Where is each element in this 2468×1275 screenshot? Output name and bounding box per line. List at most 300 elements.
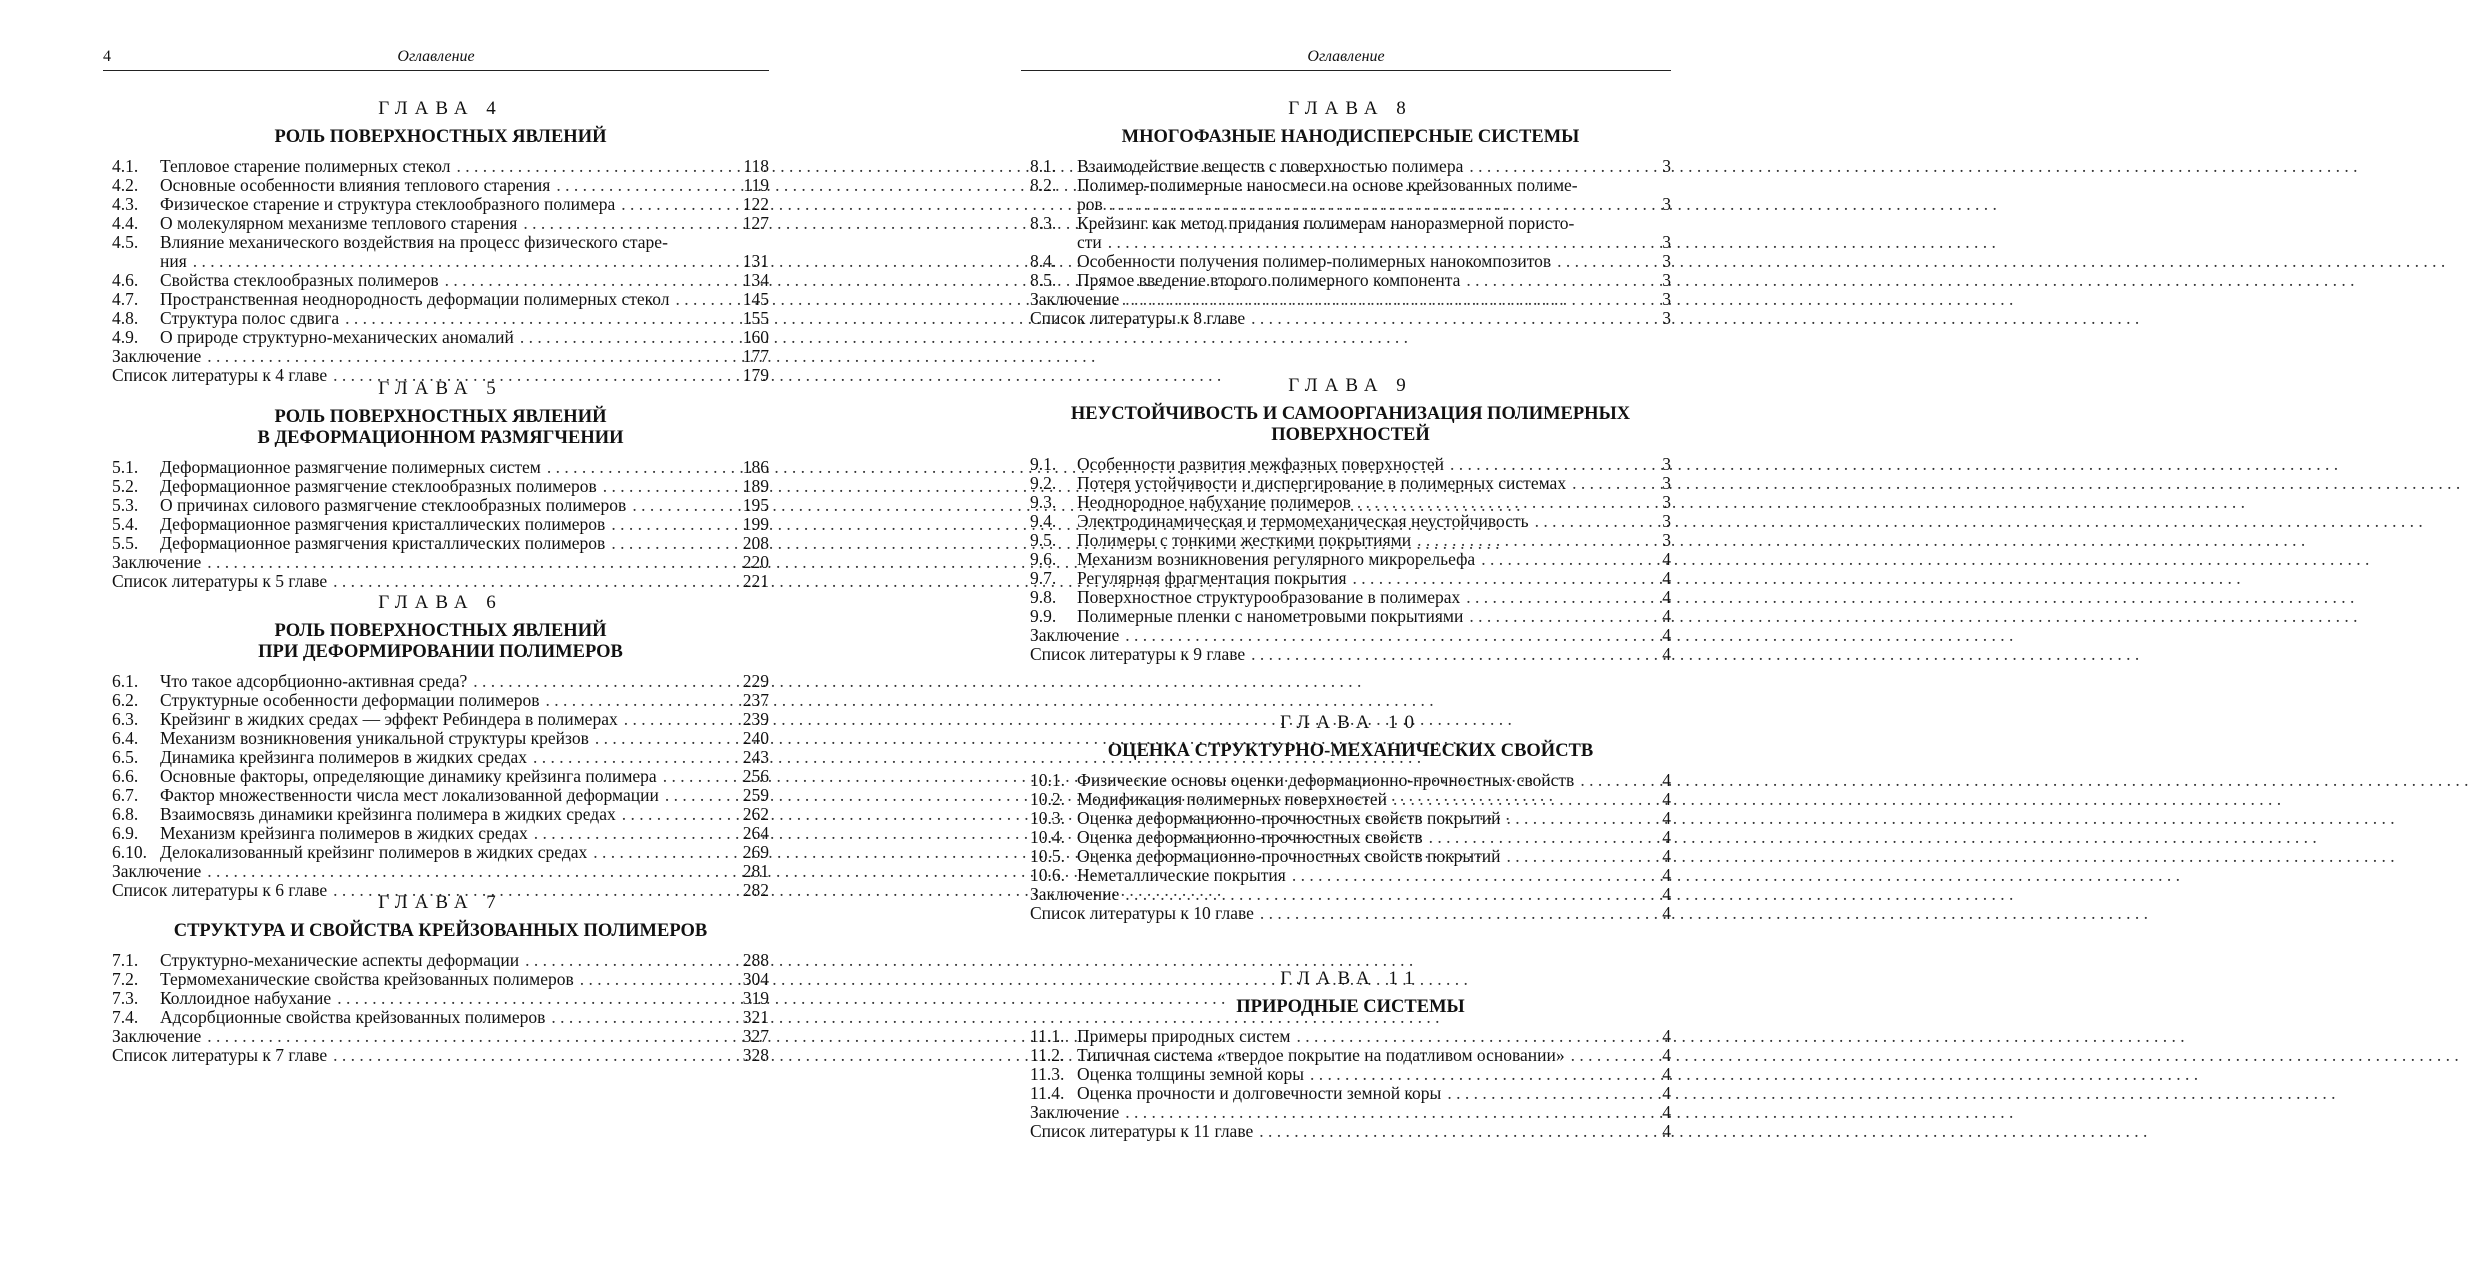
- toc-entry: [112, 824, 769, 843]
- toc-entry: [1030, 1065, 1671, 1084]
- toc-title: Прямое введение второго полимерного компонента: [1077, 270, 1461, 290]
- chapter-8: [1030, 98, 1671, 328]
- toc-leader-dots: [1119, 1103, 1645, 1122]
- toc-leader-dots: [201, 862, 737, 881]
- toc-page-number: 208: [742, 533, 769, 553]
- chapter-label: ГЛАВА 6: [378, 592, 503, 613]
- chapter-title-line: В ДЕФОРМАЦИОННОМ РАЗМЯГЧЕНИИ: [257, 428, 624, 448]
- toc-entry: [112, 970, 769, 989]
- toc-page-number: 4: [1662, 846, 1671, 866]
- toc-title: Термомеханические свойства крейзованных полимеров: [160, 969, 574, 989]
- toc-title: Механизм крейзинга полимеров в жидких средах: [160, 823, 528, 843]
- toc-title: Типичная система «твердое покрытие на податливом основании»: [1077, 1045, 1565, 1065]
- chapter-title: [1030, 404, 1671, 446]
- toc-leader-dots: [587, 843, 736, 862]
- toc-number: 5.5.: [112, 533, 139, 553]
- toc-title: Оценка толщины земной коры: [1077, 1064, 1305, 1084]
- toc-leader-dots: [331, 989, 737, 1008]
- toc-title: Оценка деформационно-прочностных свойств покрытий: [1077, 846, 1501, 866]
- toc-title: Основные факторы, определяющие динамику крейзинга полимера: [160, 766, 657, 786]
- toc-entry: [112, 729, 769, 748]
- chapter-label: ГЛАВА 10: [1279, 712, 1422, 733]
- left-page-header: [103, 48, 769, 71]
- toc-title: Неметаллические покрытия: [1077, 865, 1286, 885]
- toc-page-number: 3: [1662, 492, 1671, 512]
- toc-leader-dots: [626, 496, 736, 515]
- toc-entry: [1030, 309, 1671, 328]
- toc-entry: [1030, 493, 1671, 512]
- toc-number: 8.1.: [1030, 156, 1057, 176]
- toc-title: Список литературы к 11 главе: [1030, 1121, 1254, 1141]
- toc-leader-dots: [1501, 847, 1646, 866]
- toc-number: 11.2.: [1030, 1045, 1065, 1065]
- toc-page-number: 3: [1662, 156, 1671, 176]
- toc-page-number: 282: [742, 880, 769, 900]
- toc-leader-dots: [528, 824, 737, 843]
- toc-page-number: 4: [1662, 606, 1671, 626]
- toc-title: Свойства стеклообразных полимеров: [160, 270, 439, 290]
- toc-number: 11.4.: [1030, 1083, 1065, 1103]
- chapter-title-line: НЕУСТОЙЧИВОСТЬ И САМООРГАНИЗАЦИЯ ПОЛИМЕРНЫХ: [1070, 404, 1631, 424]
- toc-leader-dots: [1103, 195, 1645, 214]
- toc-title: Заключение: [112, 861, 202, 881]
- chapter-title-line: РОЛЬ ПОВЕРХНОСТНЫХ ЯВЛЕНИЙ: [274, 407, 607, 427]
- toc-number: 6.6.: [112, 766, 139, 786]
- toc-entry: [1030, 474, 1671, 493]
- toc-entry: [112, 328, 769, 347]
- toc-leader-dots: [605, 515, 736, 534]
- toc-leader-dots: [327, 572, 737, 591]
- toc-number: 10.2.: [1030, 789, 1065, 809]
- toc-entry: [1030, 588, 1671, 607]
- toc-page-number: 145: [742, 289, 769, 309]
- chapter-title: [112, 127, 769, 148]
- toc-title: Список литературы к 7 главе: [112, 1045, 328, 1065]
- toc-entry: [112, 767, 769, 786]
- toc-leader-dots: [1304, 1065, 1645, 1084]
- toc-title: Физическое старение и структура стеклообразного полимера: [160, 194, 616, 214]
- toc-page-number: 3: [1662, 511, 1671, 531]
- right-page-header: [1021, 48, 1671, 71]
- toc-leader-dots: [1463, 607, 1645, 626]
- toc-number: 7.4.: [112, 1007, 139, 1027]
- toc-page-number: 304: [742, 969, 769, 989]
- toc-leader-dots: [539, 691, 736, 710]
- toc-leader-dots: [589, 729, 737, 748]
- toc-entry: [1030, 904, 1671, 923]
- toc-entry: [112, 805, 769, 824]
- toc-page-number: 3: [1662, 473, 1671, 493]
- toc-entry: [1030, 1027, 1671, 1046]
- toc-leader-dots: [574, 970, 737, 989]
- toc-entry: [112, 534, 769, 553]
- toc-number: 6.4.: [112, 728, 139, 748]
- toc-entry: [1030, 531, 1671, 550]
- toc-title: Список литературы к 8 главе: [1030, 308, 1246, 328]
- toc-number: 4.7.: [112, 289, 139, 309]
- toc-number: 6.10.: [112, 842, 147, 862]
- toc-entry: [1030, 885, 1671, 904]
- toc-page-number: 4: [1662, 587, 1671, 607]
- toc-number: 4.5.: [112, 232, 139, 252]
- toc-number: 5.3.: [112, 495, 139, 515]
- toc-title: Модификация полимерных поверхностей: [1077, 789, 1387, 809]
- toc-title: Коллоидное набухание: [160, 988, 332, 1008]
- toc-title: Делокализованный крейзинг полимеров в жидких средах: [160, 842, 588, 862]
- toc-leader-dots: [545, 1008, 736, 1027]
- toc-title: О молекулярном механизме теплового старения: [160, 213, 518, 233]
- toc-leader-dots: [1574, 771, 1645, 790]
- toc-title: Полимерные пленки с нанометровыми покрытиями: [1077, 606, 1464, 626]
- toc-leader-dots: [1475, 550, 1645, 569]
- toc-number: 9.8.: [1030, 587, 1057, 607]
- chapter-title-line: СТРУКТУРА И СВОЙСТВА КРЕЙЗОВАННЫХ ПОЛИМЕРОВ: [173, 921, 708, 941]
- toc-page-number: 239: [742, 709, 769, 729]
- toc-leader-dots: [616, 805, 737, 824]
- toc-title: Заключение: [1030, 289, 1120, 309]
- toc-leader-dots: [1387, 790, 1645, 809]
- toc-page-number: 321: [742, 1007, 769, 1027]
- toc-entry: [1030, 645, 1671, 664]
- toc-leader-dots: [657, 767, 737, 786]
- toc-leader-dots: [615, 195, 736, 214]
- toc-leader-dots: [1245, 645, 1645, 664]
- toc-page-number: 221: [742, 571, 769, 591]
- toc-title: Заключение: [112, 552, 202, 572]
- toc-page-number: 328: [742, 1045, 769, 1065]
- toc-leader-dots: [541, 458, 737, 477]
- toc-title: Деформационное размягчение стеклообразных полимеров: [160, 476, 597, 496]
- toc-entry: [1030, 771, 1671, 790]
- chapter-title-line: РОЛЬ ПОВЕРХНОСТНЫХ ЯВЛЕНИЙ: [274, 621, 607, 641]
- toc-entry: [112, 691, 769, 710]
- toc-title: Физические основы оценки деформационно-прочностных свойств: [1077, 770, 1575, 790]
- toc-entry: [112, 271, 769, 290]
- toc-title: Адсорбционные свойства крейзованных полимеров: [160, 1007, 546, 1027]
- toc-entry: [112, 748, 769, 767]
- toc-number: 7.2.: [112, 969, 139, 989]
- toc-title: Что такое адсорбционно-активная среда?: [160, 671, 468, 691]
- toc-page-number: 160: [742, 327, 769, 347]
- toc-title: Взаимодействие веществ с поверхностью полимера: [1077, 156, 1464, 176]
- toc-title: Влияние механического воздействия на процесс физического старе-: [160, 232, 668, 252]
- toc-page-number: 259: [742, 785, 769, 805]
- toc-page-number: 319: [742, 988, 769, 1008]
- toc-leader-dots: [1119, 626, 1645, 645]
- toc-title: Неоднородное набухание полимеров: [1077, 492, 1351, 512]
- running-title: Оглавление: [1307, 48, 1385, 65]
- toc-number: 7.3.: [112, 988, 139, 1008]
- toc-number: 9.4.: [1030, 511, 1057, 531]
- toc-leader-dots: [659, 786, 737, 805]
- toc-page-number: 4: [1662, 1121, 1671, 1141]
- toc-number: 4.2.: [112, 175, 139, 195]
- toc-title: Список литературы к 6 главе: [112, 880, 328, 900]
- toc-title: О природе структурно-механических аномалий: [160, 327, 514, 347]
- toc-entry-line: [1030, 176, 1671, 195]
- toc-number: 6.2.: [112, 690, 139, 710]
- toc-number: 4.3.: [112, 194, 139, 214]
- toc-leader-dots: [1119, 885, 1645, 904]
- toc-entry: [112, 710, 769, 729]
- toc-title: Деформационное размягчения кристаллических полимеров: [160, 533, 606, 553]
- toc-entry-line: [1030, 214, 1671, 233]
- toc-title: Особенности получения полимер-полимерных нанокомпозитов: [1077, 251, 1552, 271]
- toc-number: 5.2.: [112, 476, 139, 496]
- toc-leader-dots: [1529, 512, 1645, 531]
- toc-leader-dots: [1351, 493, 1645, 512]
- toc-title-continuation: ров: [1077, 194, 1103, 214]
- toc-entry: [112, 458, 769, 477]
- toc-number: 6.9.: [112, 823, 139, 843]
- toc-number: 6.7.: [112, 785, 139, 805]
- toc-page-number: 4: [1662, 884, 1671, 904]
- toc-leader-dots: [1286, 866, 1645, 885]
- toc-page-number: 4: [1662, 1083, 1671, 1103]
- toc-page-number: 122: [742, 194, 769, 214]
- toc-entry: [1030, 828, 1671, 847]
- toc-entry: [1030, 455, 1671, 474]
- toc-entry: [112, 951, 769, 970]
- toc-page-number: 4: [1662, 770, 1671, 790]
- toc-entry: [1030, 809, 1671, 828]
- toc-number: 5.4.: [112, 514, 139, 534]
- toc-title: Электродинамическая и термомеханическая неустойчивость: [1077, 511, 1529, 531]
- toc-entry: [112, 309, 769, 328]
- toc-number: 9.5.: [1030, 530, 1057, 550]
- toc-page-number: 119: [743, 175, 769, 195]
- chapter-title: [1030, 997, 1671, 1018]
- toc-title: Крейзинг как метод придания полимерам наноразмерной пористо-: [1077, 213, 1575, 233]
- chapter-title-line: ПРИ ДЕФОРМИРОВАНИИ ПОЛИМЕРОВ: [258, 642, 623, 662]
- toc-title: Особенности развития межфазных поверхностей: [1077, 454, 1445, 474]
- toc-title: Заключение: [1030, 884, 1120, 904]
- toc-entry: [112, 553, 769, 572]
- page-number: 4: [103, 48, 111, 65]
- toc-title: Деформационное размягчение полимерных систем: [160, 457, 541, 477]
- toc-page-number: 4: [1662, 1102, 1671, 1122]
- toc-title: Список литературы к 4 главе: [112, 365, 328, 385]
- toc-leader-dots: [201, 553, 737, 572]
- toc-page-number: 134: [742, 270, 769, 290]
- toc-leader-dots: [201, 347, 737, 366]
- toc-page-number: 4: [1662, 865, 1671, 885]
- toc-page-number: 4: [1662, 827, 1671, 847]
- toc-entry: [1030, 271, 1671, 290]
- toc-entry: [1030, 233, 1671, 252]
- chapter-label: ГЛАВА 8: [1288, 98, 1413, 119]
- toc-page-number: 281: [742, 861, 769, 881]
- toc-title: Заключение: [1030, 1102, 1120, 1122]
- toc-page-number: 189: [742, 476, 769, 496]
- toc-page-number: 4: [1662, 789, 1671, 809]
- toc-number: 8.3.: [1030, 213, 1057, 233]
- toc-entry: [1030, 195, 1671, 214]
- toc-title: Список литературы к 5 главе: [112, 571, 328, 591]
- toc-entry: [112, 290, 769, 309]
- toc-number: 4.9.: [112, 327, 139, 347]
- toc-page-number: 177: [742, 346, 769, 366]
- chapter-title-line: ОЦЕНКА СТРУКТУРНО-МЕХАНИЧЕСКИХ СВОЙСТВ: [1107, 741, 1594, 761]
- toc-leader-dots: [597, 477, 737, 496]
- toc-entry: [1030, 1103, 1671, 1122]
- toc-entry: [1030, 569, 1671, 588]
- toc-entry: [112, 252, 769, 271]
- chapter-label: ГЛАВА 9: [1288, 375, 1413, 396]
- toc-leader-dots: [201, 1027, 737, 1046]
- toc-title: Структурные особенности деформации полимеров: [160, 690, 540, 710]
- toc-leader-dots: [1566, 474, 1645, 493]
- toc-number: 8.5.: [1030, 270, 1057, 290]
- running-title: Оглавление: [397, 48, 475, 65]
- toc-page-number: 127: [742, 213, 769, 233]
- toc-title: Пространственная неоднородность деформации полимерных стекол: [160, 289, 670, 309]
- chapter-6: [112, 592, 769, 900]
- toc-title: Регулярная фрагментация покрытия: [1077, 568, 1347, 588]
- toc-title: Заключение: [112, 346, 202, 366]
- toc-page-number: 179: [742, 365, 769, 385]
- toc-title: Динамика крейзинга полимеров в жидких средах: [160, 747, 528, 767]
- toc-leader-dots: [517, 214, 736, 233]
- toc-entry: [112, 1008, 769, 1027]
- toc-number: 9.9.: [1030, 606, 1057, 626]
- toc-entry: [1030, 866, 1671, 885]
- toc-page-number: 4: [1662, 808, 1671, 828]
- toc-leader-dots: [1463, 157, 1645, 176]
- toc-entry: [112, 195, 769, 214]
- toc-number: 10.3.: [1030, 808, 1065, 828]
- toc-entry: [112, 496, 769, 515]
- chapter-title: [112, 621, 769, 663]
- toc-title: Полимеры с тонкими жесткими покрытиями: [1077, 530, 1412, 550]
- toc-entry: [1030, 252, 1671, 271]
- toc-page-number: 195: [742, 495, 769, 515]
- toc-leader-dots: [1119, 290, 1645, 309]
- toc-leader-dots: [1460, 588, 1645, 607]
- toc-entry: [1030, 1122, 1671, 1141]
- toc-number: 7.1.: [112, 950, 139, 970]
- chapter-title: [1030, 741, 1671, 762]
- toc-leader-dots: [1551, 252, 1645, 271]
- toc-page-number: 3: [1662, 454, 1671, 474]
- toc-page-number: 243: [742, 747, 769, 767]
- toc-leader-dots: [550, 176, 737, 195]
- toc-title: Взаимосвязь динамики крейзинга полимера в жидких средах: [160, 804, 616, 824]
- toc-entry: [1030, 157, 1671, 176]
- toc-number: 6.1.: [112, 671, 139, 691]
- toc-title: Заключение: [112, 1026, 202, 1046]
- toc-title: Потеря устойчивости и диспергирование в полимерных системах: [1077, 473, 1567, 493]
- toc-page-number: 3: [1662, 308, 1671, 328]
- toc-entry: [1030, 607, 1671, 626]
- chapter-11: [1030, 968, 1671, 1141]
- chapter-10: [1030, 712, 1671, 923]
- toc-title-continuation: сти: [1077, 232, 1102, 252]
- toc-page-number: 155: [742, 308, 769, 328]
- toc-entry: [1030, 550, 1671, 569]
- toc-leader-dots: [1253, 1122, 1645, 1141]
- chapter-label: ГЛАВА 7: [378, 892, 503, 913]
- toc-entry: [112, 347, 769, 366]
- toc-title: Структурно-механические аспекты деформации: [160, 950, 520, 970]
- toc-number: 10.5.: [1030, 846, 1065, 866]
- toc-entry: [112, 843, 769, 862]
- toc-entry: [112, 176, 769, 195]
- toc-page-number: 269: [742, 842, 769, 862]
- toc-entry: [1030, 790, 1671, 809]
- chapter-title: [1030, 127, 1671, 148]
- toc-entry: [1030, 1046, 1671, 1065]
- toc-entry: [112, 515, 769, 534]
- toc-entry: [112, 214, 769, 233]
- toc-title: Деформационное размягчения кристаллических полимеров: [160, 514, 606, 534]
- toc-title: Примеры природных систем: [1077, 1026, 1291, 1046]
- toc-entry: [112, 572, 769, 591]
- toc-title: Механизм возникновения уникальной структуры крейзов: [160, 728, 589, 748]
- toc-number: 4.8.: [112, 308, 139, 328]
- toc-number: 11.3.: [1030, 1064, 1065, 1084]
- toc-leader-dots: [527, 748, 737, 767]
- toc-page-number: 264: [742, 823, 769, 843]
- toc-leader-dots: [1441, 1084, 1645, 1103]
- toc-page-number: 131: [742, 251, 769, 271]
- chapter-4: [112, 98, 769, 385]
- toc-leader-dots: [1102, 233, 1645, 252]
- chapter-title-line: МНОГОФАЗНЫЕ НАНОДИСПЕРСНЫЕ СИСТЕМЫ: [1121, 127, 1580, 147]
- toc-page-number: 3: [1662, 289, 1671, 309]
- toc-number: 5.1.: [112, 457, 139, 477]
- toc-number: 6.3.: [112, 709, 139, 729]
- toc-entry: [1030, 847, 1671, 866]
- chapter-title-line: РОЛЬ ПОВЕРХНОСТНЫХ ЯВЛЕНИЙ: [274, 127, 607, 147]
- toc-title: Тепловое старение полимерных стекол: [160, 156, 451, 176]
- toc-page-number: 186: [742, 457, 769, 477]
- toc-title: Фактор множественности числа мест локализованной деформации: [160, 785, 659, 805]
- toc-number: 9.1.: [1030, 454, 1057, 474]
- toc-number: 6.8.: [112, 804, 139, 824]
- toc-title: Заключение: [1030, 625, 1120, 645]
- toc-page-number: 3: [1662, 270, 1671, 290]
- toc-leader-dots: [618, 710, 737, 729]
- toc-page-number: 229: [742, 671, 769, 691]
- toc-number: 10.6.: [1030, 865, 1065, 885]
- chapter-9: [1030, 375, 1671, 664]
- chapter-title-line: ПРИРОДНЫЕ СИСТЕМЫ: [1236, 997, 1465, 1017]
- toc-title: Крейзинг в жидких средах — эффект Ребиндера в полимерах: [160, 709, 618, 729]
- toc-entry: [112, 477, 769, 496]
- toc-leader-dots: [1501, 809, 1646, 828]
- toc-leader-dots: [187, 252, 737, 271]
- toc-page-number: 4: [1662, 1045, 1671, 1065]
- chapter-title: [112, 407, 769, 449]
- toc-page-number: 240: [742, 728, 769, 748]
- toc-number: 11.1.: [1030, 1026, 1065, 1046]
- toc-leader-dots: [1245, 309, 1645, 328]
- toc-page-number: 118: [743, 156, 769, 176]
- toc-number: 8.4.: [1030, 251, 1057, 271]
- toc-leader-dots: [670, 290, 737, 309]
- toc-page-number: 4: [1662, 568, 1671, 588]
- chapter-label: ГЛАВА 5: [378, 378, 503, 399]
- toc-leader-dots: [467, 672, 736, 691]
- toc-title: Оценка деформационно-прочностных свойств: [1077, 827, 1423, 847]
- chapter-title: [112, 921, 769, 942]
- toc-page-number: 327: [742, 1026, 769, 1046]
- toc-page-number: 3: [1662, 232, 1671, 252]
- toc-title: Структура полос сдвига: [160, 308, 340, 328]
- toc-entry: [112, 1027, 769, 1046]
- toc-leader-dots: [1565, 1046, 1645, 1065]
